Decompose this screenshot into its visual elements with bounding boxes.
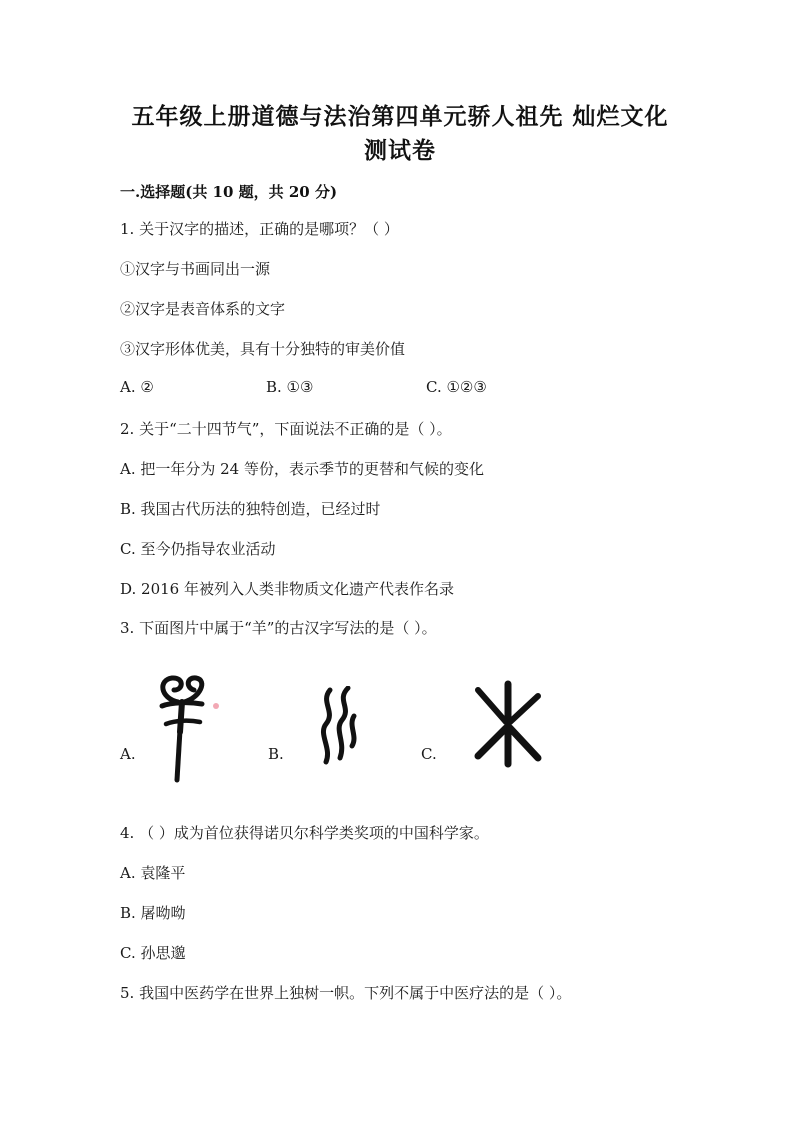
ancient-sheep-character-icon: [150, 672, 230, 784]
page-title-line-1: 五年级上册道德与法治第四单元骄人祖先 灿烂文化: [131, 103, 669, 130]
question-1-stem: 1. 关于汉字的描述，正确的是哪项？（ ）: [120, 220, 399, 238]
question-3-stem: 3. 下面图片中属于“羊”的古汉字写法的是（ ）。: [120, 619, 437, 637]
question-3-option-b-label: B.: [268, 745, 284, 763]
question-2-option-a: A. 把一年分为 24 等份，表示季节的更替和气候的变化: [120, 460, 484, 478]
section-heading: 一.选择题(共 10 题，共 20 分): [120, 183, 338, 201]
question-2-option-b: B. 我国古代历法的独特创造，已经过时: [120, 500, 381, 518]
question-4-option-c: C. 孙思邈: [120, 944, 186, 962]
question-1-statement-2: ②汉字是表音体系的文字: [120, 300, 286, 318]
question-1-statement-1: ①汉字与书画同出一源: [120, 260, 271, 278]
question-3-option-c-label: C.: [421, 745, 437, 763]
question-4-option-a: A. 袁隆平: [120, 864, 186, 882]
question-1-statement-3: ③汉字形体优美，具有十分独特的审美价值: [120, 340, 406, 358]
question-1-option-c: C. ①②③: [426, 378, 487, 396]
question-5-stem: 5. 我国中医药学在世界上独树一帜。下列不属于中医疗法的是（ ）。: [120, 984, 572, 1002]
question-4-option-b: B. 屠呦呦: [120, 904, 186, 922]
page-title-line-2: 测试卷: [364, 137, 436, 164]
question-1-option-b: B. ①③: [266, 378, 314, 396]
ancient-water-character-icon: [316, 686, 362, 766]
question-4-stem: 4. （ ）成为首位获得诺贝尔科学类奖项的中国科学家。: [120, 824, 489, 842]
question-2-option-d: D. 2016 年被列入人类非物质文化遗产代表作名录: [120, 580, 454, 598]
question-1-option-a: A. ②: [120, 378, 154, 396]
ancient-wood-character-icon: [472, 680, 544, 768]
question-3-option-a-label: A.: [120, 745, 136, 763]
question-2-option-c: C. 至今仍指导农业活动: [120, 540, 276, 558]
question-2-stem: 2. 关于“二十四节气”，下面说法不正确的是（ ）。: [120, 420, 452, 438]
